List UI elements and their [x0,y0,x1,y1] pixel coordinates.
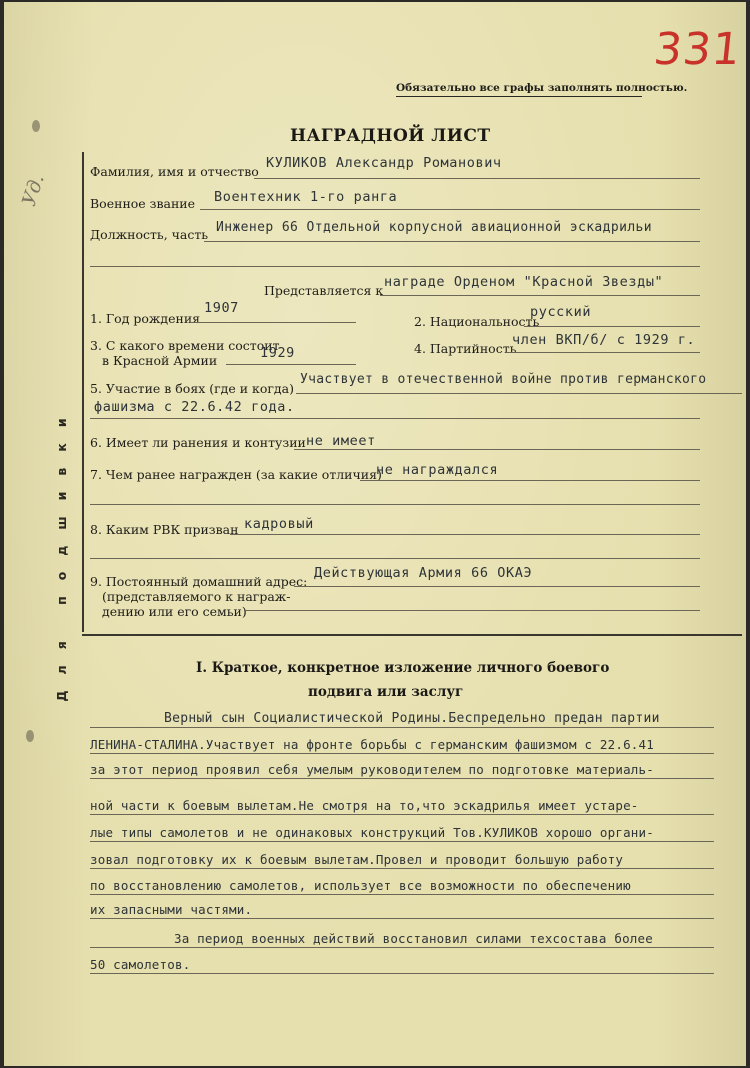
rank-value: Воентехник 1-го ранга [214,189,398,205]
party-value: член ВКП/б/ с 1929 г. [512,332,696,348]
narrative-line: За период военных действий восстановил силами техсостава более [174,931,653,946]
birth-label: 1. Год рождения [90,311,201,326]
battles-label: 5. Участие в боях (где и когда) [90,381,294,396]
award-value: награде Орденом "Красной Звезды" [384,274,664,290]
rvk-label: 8. Каким РВК призван [90,522,239,537]
army-since-label: 3. С какого времени состоит [90,338,280,353]
header-note: Обязательно все графы заполнять полностью. [396,82,688,94]
nationality-label: 2. Национальность [414,314,540,329]
page-number: 331 [651,24,744,75]
narrative-line: ЛЕНИНА-СТАЛИНА.Участвует на фронте борьбы с германским фашизмом с 22.6.41 [90,737,654,752]
wounds-value: не имеет [306,433,376,449]
address-value: Действующая Армия 66 ОКАЭ [314,565,533,581]
binding-side-label [54,322,78,782]
award-label: Представляется к [264,283,384,298]
battles-value-2: фашизма с 22.6.42 года. [94,399,295,415]
address-label-2: (представляемого к награж- [102,589,291,604]
name-value: КУЛИКОВ Александр Романович [266,155,502,171]
battles-value-1: Участвует в отечественной войне против германского [300,372,707,387]
position-value: Инженер 66 Отдельной корпусной авиационной эскадрильи [216,220,653,235]
address-label-3: дению или его семьи) [102,604,247,619]
name-label: Фамилия, имя и отчество [90,164,259,179]
narrative-line: ной части к боевым вылетам.Не смотря на то,что эскадрилья имеет устаре- [90,798,639,813]
narrative-line: лые типы самолетов и не одинаковых конструкций Тов.КУЛИКОВ хорошо органи- [90,825,654,840]
army-since-value: 1929 [260,345,295,361]
party-label: 4. Партийность [414,341,517,356]
rvk-value: кадровый [244,516,314,532]
narrative-line: зовал подготовку их к боевым вылетам.Провел и проводит большую работу [90,852,624,867]
award-sheet [4,2,746,1066]
side-label-text: Для подшивки [54,402,69,702]
awards-value: не награждался [376,462,499,478]
rank-label: Военное звание [90,196,196,211]
narrative-line: их запасными частями. [90,902,253,917]
section-heading-1: I. Краткое, конкретное изложение личного боевого [196,660,610,676]
wounds-label: 6. Имеет ли ранения и контузии [90,435,306,450]
awards-label: 7. Чем ранее награжден (за какие отличия) [90,467,382,482]
narrative-line: 50 самолетов. [90,957,191,972]
section-heading-2: подвига или заслуг [308,684,464,700]
document-title: НАГРАДНОЙ ЛИСТ [290,126,491,146]
narrative-line: Верный сын Социалистической Родины.Беспредельно предан партии [164,711,660,726]
narrative-line: за этот период проявил себя умелым руководителем по подготовке материаль- [90,762,654,777]
position-label: Должность, часть [90,227,209,242]
punch-hole [26,730,34,742]
birth-value: 1907 [204,300,239,316]
army-since-label-2: в Красной Армии [102,353,218,368]
nationality-value: русский [530,304,592,320]
punch-hole [32,120,40,132]
address-label: 9. Постоянный домашний адрес: [90,574,308,589]
margin-handwriting: Уд. [18,171,49,209]
narrative-line: по восстановлению самолетов, использует все возможности по обеспечению [90,878,631,893]
